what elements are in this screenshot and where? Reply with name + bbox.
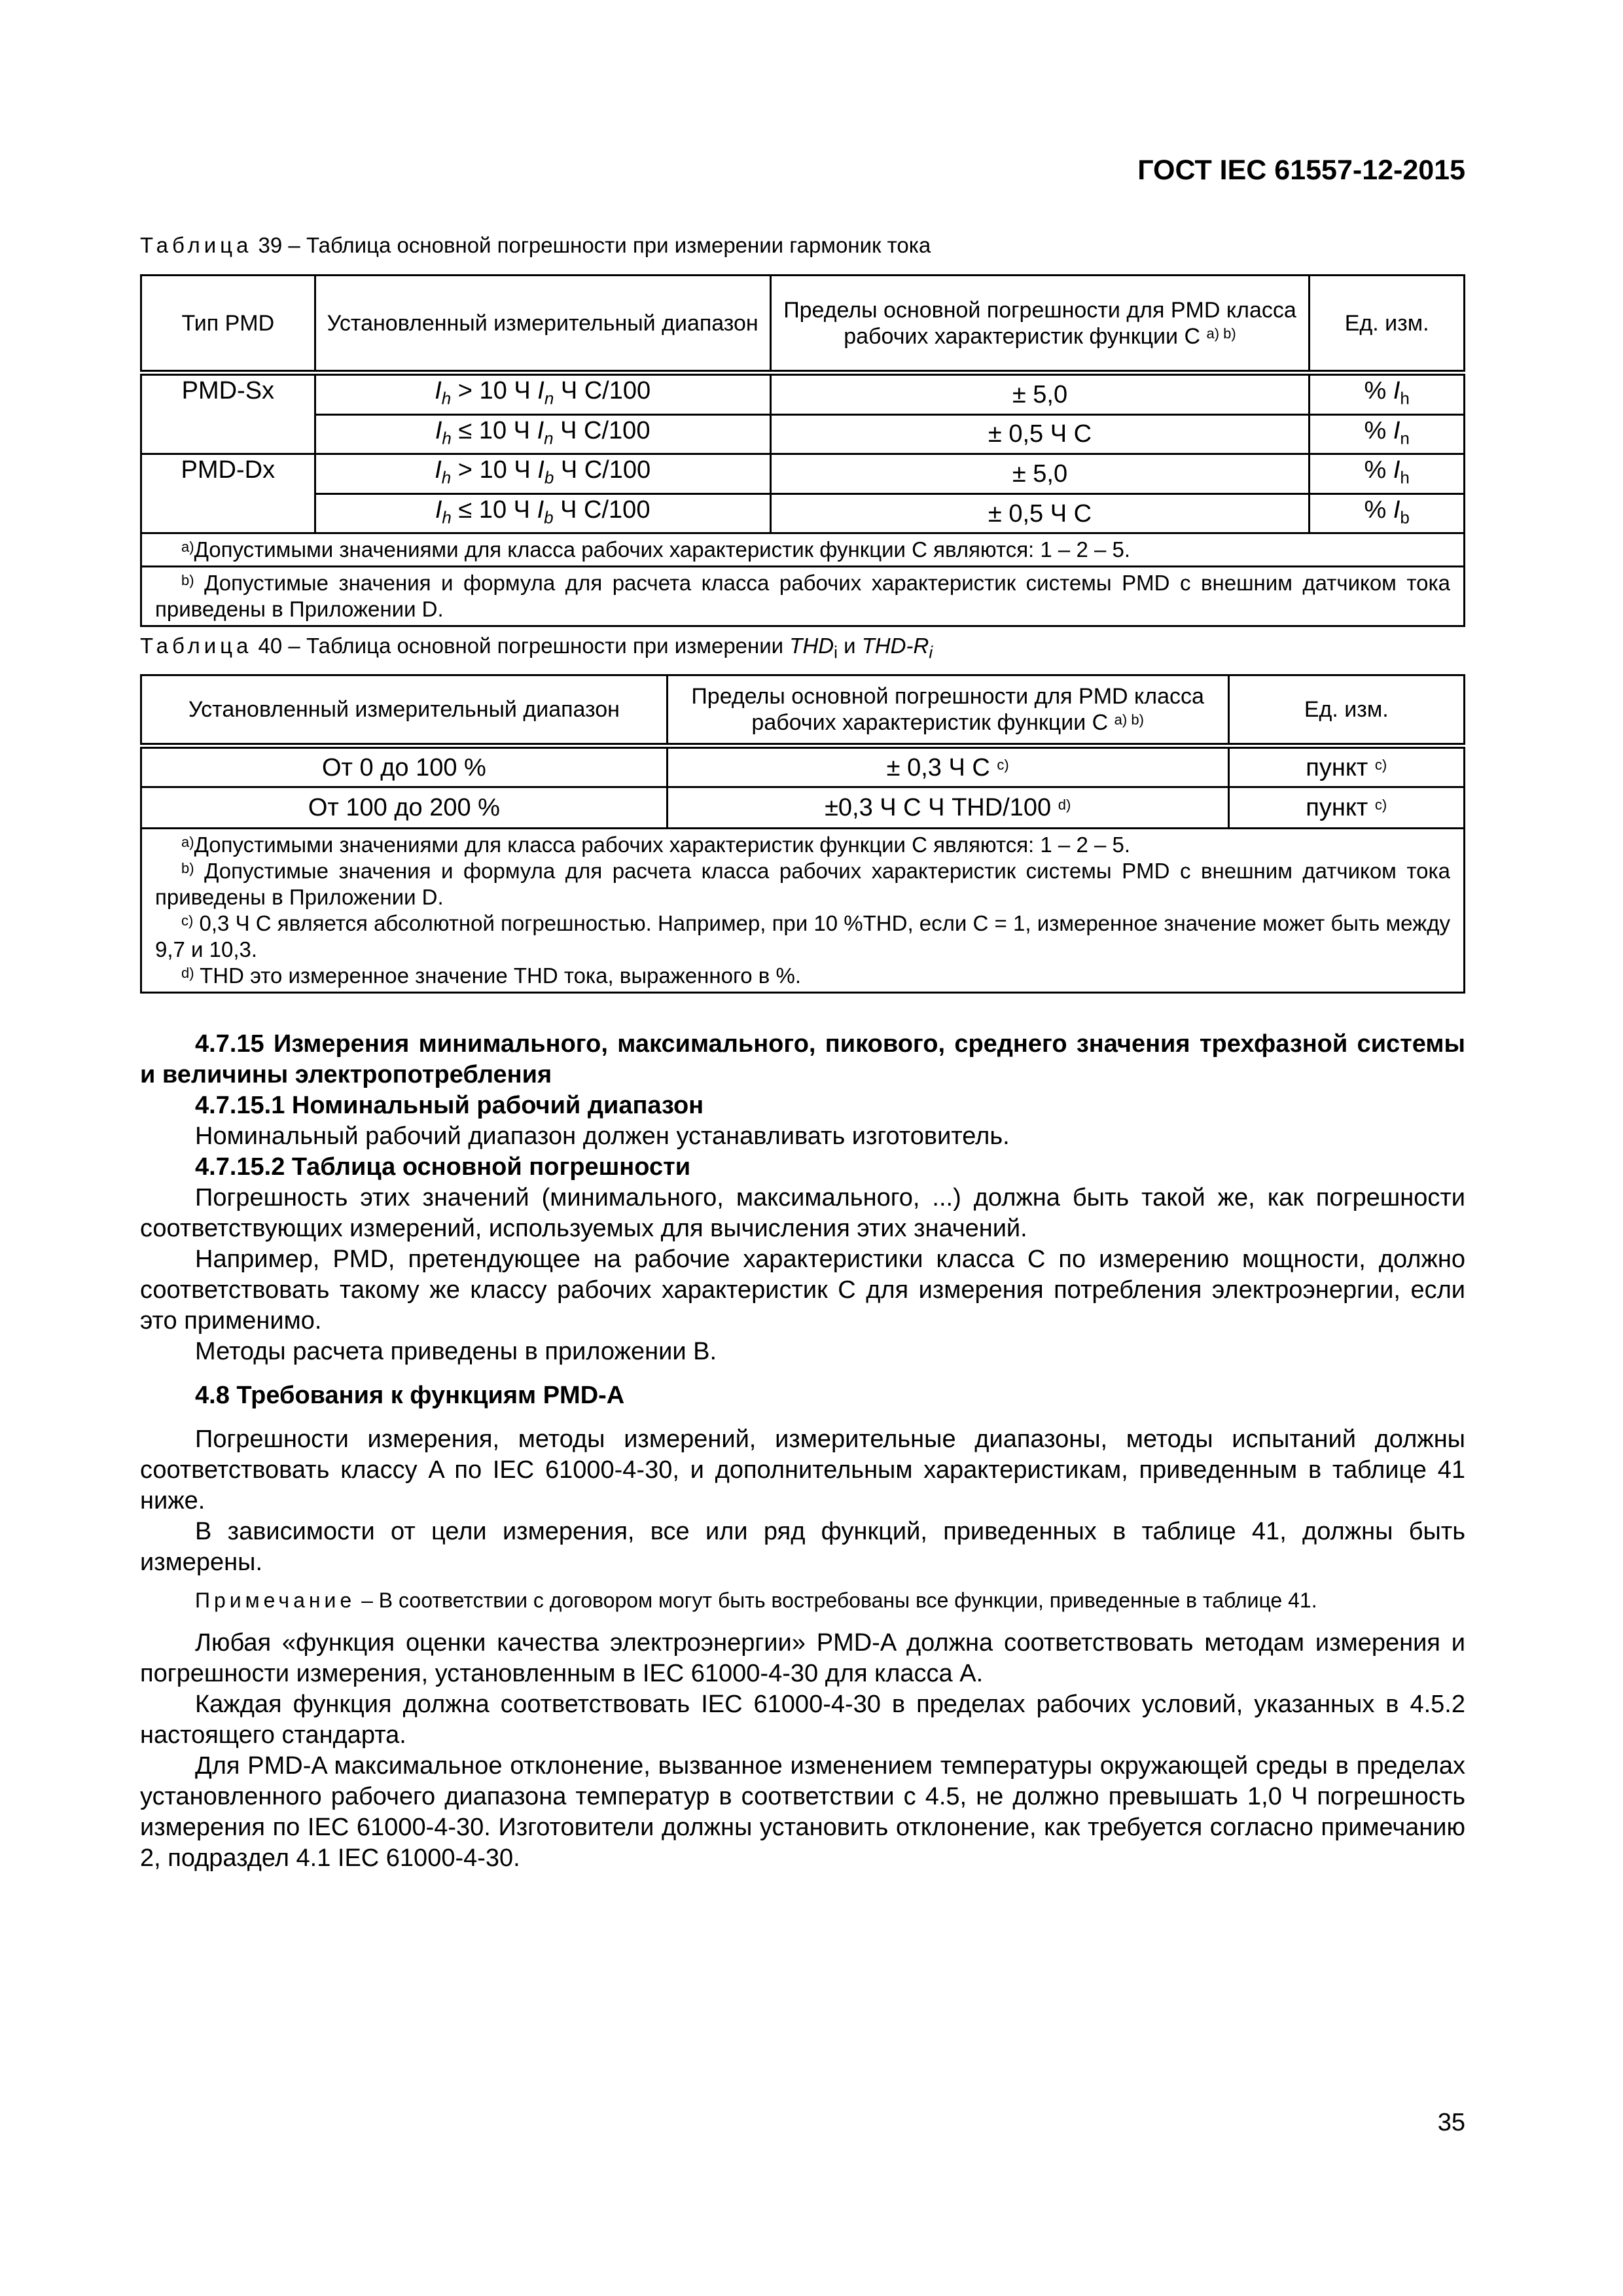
- table-39: [140, 274, 1465, 627]
- range-cell: От 100 до 200 %: [141, 787, 668, 829]
- paragraph: Погрешности измерения, методы измерений, измерительные диапазоны, методы испытаний должны соответствовать классу A по IEC 61000-4-30, и дополнительным характеристикам, приведенным в таблице 41 ниже.: [140, 1426, 1465, 1515]
- caption-text: 39 – Таблица основной погрешности при измерении гармоник тока: [252, 233, 931, 257]
- unit-cell: пункт $^{c)}$: [1228, 787, 1465, 829]
- unit-cell: % $I_h$: [1310, 373, 1465, 415]
- range-cell: От 0 до 100 %: [141, 746, 668, 787]
- unit-cell: % $I_n$: [1310, 414, 1465, 454]
- section-heading: 4.8 Требования к функциям PMD-A: [195, 1382, 625, 1409]
- range-cell: $I_h \le 10$ Ч $I_b$ Ч C/100: [315, 493, 770, 533]
- table-row: [141, 746, 1465, 787]
- footnote: $^{d)}$ THD это измеренное значение THD тока, выраженного в %.: [181, 963, 802, 988]
- header-range: Установленный измерительный диапазон: [141, 675, 668, 746]
- limit-cell: ± 5,0: [770, 373, 1310, 415]
- header-type: Тип PMD: [141, 276, 315, 373]
- footnote-ref: a) b): [1206, 325, 1236, 342]
- paragraph: Любая «функция оценки качества электроэнергии» PMD-A должна соответствовать методам измерения и погрешности измерения, установленным в IEC 61000-4-30 для класса A.: [140, 1629, 1465, 1687]
- footnote-text: Допустимыми значениями для класса рабочих характеристик функции C являются: 1 – 2 – 5.: [194, 537, 1131, 562]
- footnote: $^{b)}$ Допустимые значения и формула для расчета класса рабочих характеристик системы PMD с внешним датчиком тока приведены в Приложении D.: [155, 859, 1450, 909]
- document-header: ГОСТ IEC 61557-12-2015: [1137, 154, 1465, 186]
- table-row: [141, 454, 1465, 494]
- section-heading: 4.7.15 Измерения минимального, максимального, пикового, среднего значения трехфазной системы и величины электропотребления: [140, 1030, 1465, 1088]
- paragraph: В зависимости от цели измерения, все или ряд функций, приведенных в таблице 41, должны быть измерены.: [140, 1518, 1465, 1576]
- paragraph: Погрешность этих значений (минимального, максимального, ...) должна быть такой же, как погрешности соответствующих измерений, используемых для вычисления этих значений.: [140, 1184, 1465, 1242]
- caption-label: Таблица: [140, 233, 253, 257]
- unit-cell: % $I_b$: [1310, 493, 1465, 533]
- limit-cell: ± 0,3 Ч C $^{c)}$: [667, 746, 1228, 787]
- section-heading: 4.7.15.2 Таблица основной погрешности: [195, 1153, 691, 1181]
- page-number: 35: [1437, 2109, 1465, 2136]
- header-limits: [770, 276, 1310, 373]
- table-header-row: [141, 675, 1465, 746]
- table-row: [141, 373, 1465, 415]
- footnote-row: $^{a)}$Допустимыми значениями для класса рабочих характеристик функции C являются: 1 – 2 – 5.: [141, 533, 1465, 567]
- limit-cell: ±0,3 Ч C Ч THD/100 $^{d)}$: [667, 787, 1228, 829]
- table-40-caption: Таблица 40 – Таблица основной погрешности при измерении $THD_i$ и THD-$R_i$: [140, 634, 933, 662]
- header-range: Установленный измерительный диапазон: [315, 276, 770, 373]
- header-unit: Ед. изм.: [1310, 276, 1465, 373]
- header-unit: Ед. изм.: [1228, 675, 1465, 746]
- range-cell: $I_h \le 10$ Ч $I_n$ Ч C/100: [315, 414, 770, 454]
- section-heading: 4.7.15.1 Номинальный рабочий диапазон: [195, 1092, 704, 1119]
- table-row: [141, 787, 1465, 829]
- table-39-caption: [140, 233, 931, 258]
- footnotes-row: [141, 829, 1465, 993]
- limit-cell: ± 5,0: [770, 454, 1310, 494]
- body-text: [140, 1029, 1465, 1874]
- pmd-type-cell: PMD-Dx: [141, 454, 315, 533]
- pmd-type-cell: PMD-Sx: [141, 373, 315, 454]
- footnote: $^{a)}$Допустимыми значениями для класса рабочих характеристик функции C являются: 1 – 2 – 5.: [181, 833, 1131, 857]
- footnote-text: Допустимые значения и формула для расчета класса рабочих характеристик системы PMD с внешним датчиком тока приведены в Приложении D.: [155, 571, 1450, 622]
- unit-cell: % $I_h$: [1310, 454, 1465, 494]
- paragraph: Например, PMD, претендующее на рабочие характеристики класса C по измерению мощности, должно соответствовать такому же классу рабочих характеристик C для измерения потребления электроэнергии, если это применимо.: [140, 1246, 1465, 1335]
- header-limits: Пределы основной погрешности для PMD класса рабочих характеристик функции C $^{a) b)}$: [667, 675, 1228, 746]
- table-40: [140, 674, 1465, 994]
- unit-cell: пункт $^{c)}$: [1228, 746, 1465, 787]
- range-cell: $I_h > 10$ Ч $I_n$ Ч C/100: [315, 373, 770, 415]
- range-cell: $I_h > 10$ Ч $I_b$ Ч C/100: [315, 454, 770, 494]
- table-header-row: [141, 276, 1465, 373]
- table-row: [141, 493, 1465, 533]
- paragraph: Номинальный рабочий диапазон должен устанавливать изготовитель.: [195, 1122, 1010, 1150]
- footnote-row: $^{b)}$ Допустимые значения и формула для расчета класса рабочих характеристик системы PMD с внешним датчиком тока приведены в Приложении D.: [141, 567, 1465, 626]
- footnote: $^{c)}$ 0,3 Ч C является абсолютной погрешностью. Например, при 10 %THD, если C = 1, измеренное значение может быть между 9,7 и 10,3.: [155, 911, 1450, 961]
- paragraph: Для PMD-A максимальное отклонение, вызванное изменением температуры окружающей среды в пределах установленного рабочего диапазона температур в соответствии с 4.5, не должно превышать 1,0 Ч погрешность измерения по IEC 61000-4-30. Изготовители должны установить отклонение, как требуется согласно примечанию 2, подраздел 4.1 IEC 61000-4-30.: [140, 1752, 1465, 1872]
- paragraph: Каждая функция должна соответствовать IEC 61000-4-30 в пределах рабочих условий, указанных в 4.5.2 настоящего стандарта.: [140, 1691, 1465, 1749]
- header-limits-text: Пределы основной погрешности для PMD класса рабочих характеристик функции C: [783, 297, 1296, 349]
- limit-cell: ± 0,5 Ч C: [770, 414, 1310, 454]
- limit-cell: ± 0,5 Ч C: [770, 493, 1310, 533]
- table-row: [141, 414, 1465, 454]
- note: Примечание – В соответствии с договором могут быть востребованы все функции, приведенные в таблице 41.: [195, 1588, 1317, 1612]
- paragraph: Методы расчета приведены в приложении B.: [195, 1338, 717, 1365]
